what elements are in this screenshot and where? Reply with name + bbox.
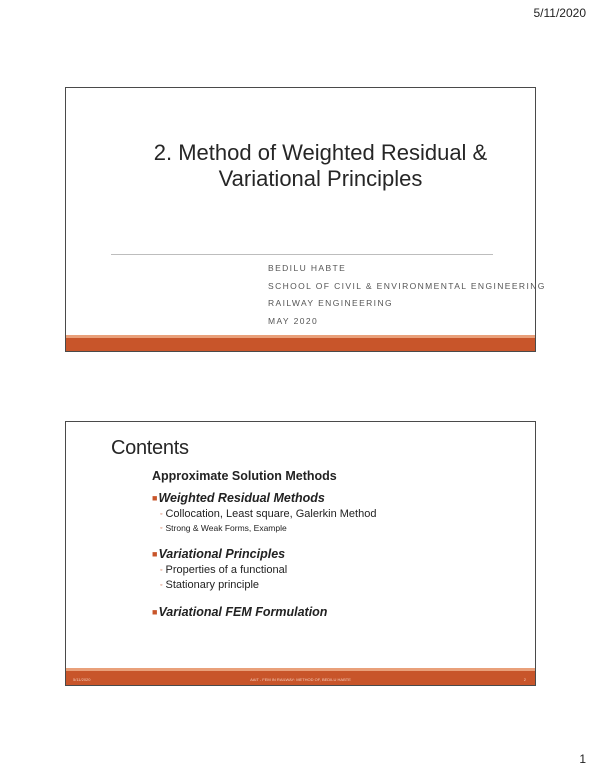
program-name: RAILWAY ENGINEERING	[268, 298, 393, 308]
contents-slide	[65, 421, 536, 686]
list-subitem	[160, 523, 376, 533]
footer-band	[66, 668, 535, 685]
circle-bullet-icon: ◦	[160, 525, 163, 532]
list-item-weighted-residual	[152, 491, 376, 505]
slide-footer-date: 5/11/2020	[73, 677, 91, 682]
page-number: 1	[579, 752, 586, 766]
list-item-label: Variational FEM Formulation	[158, 605, 328, 619]
contents-heading: Approximate Solution Methods	[152, 469, 337, 483]
circle-bullet-icon: ◦	[160, 582, 163, 589]
square-bullet-icon: ■	[152, 493, 158, 503]
slide-title-line2: Variational Principles	[218, 166, 423, 191]
slide-title-line1: 2. Method of Weighted Residual &	[153, 140, 488, 165]
slide-number: 2	[523, 677, 526, 682]
page-date: 5/11/2020	[533, 6, 586, 20]
list-subitem	[160, 579, 376, 591]
list-subitem-label: Collocation, Least square, Galerkin Method	[165, 508, 377, 520]
contents-list	[152, 469, 376, 619]
list-item-label: Weighted Residual Methods	[158, 491, 325, 505]
subtitle-block	[268, 260, 546, 330]
footer-band-highlight	[66, 668, 535, 671]
title-slide	[65, 87, 546, 352]
list-subitem-label: Properties of a functional	[165, 564, 288, 576]
list-subitem	[160, 564, 376, 576]
footer-band	[66, 335, 535, 351]
school-name: SCHOOL OF CIVIL & ENVIRONMENTAL ENGINEERING	[268, 280, 546, 291]
author-name: BEDILU HABTE	[268, 263, 347, 273]
slide-footer-text: AAiT - FEM IN RAILWAY: METHOD OF, BEDILU HABTE	[250, 677, 351, 682]
list-subitem	[160, 508, 376, 520]
list-item-variational-fem	[152, 605, 376, 619]
list-subitem-label: Stationary principle	[165, 579, 260, 591]
slide-title	[126, 140, 515, 192]
circle-bullet-icon: ◦	[160, 511, 163, 518]
list-item-variational-principles	[152, 547, 376, 561]
list-subitem-label: Strong & Weak Forms, Example	[165, 523, 287, 533]
square-bullet-icon: ■	[152, 549, 158, 559]
list-item-label: Variational Principles	[158, 547, 286, 561]
contents-title: Contents	[111, 437, 189, 459]
presentation-date: MAY 2020	[268, 315, 319, 326]
circle-bullet-icon: ◦	[160, 567, 163, 574]
divider-rule	[111, 254, 493, 255]
footer-band-highlight	[66, 335, 535, 338]
square-bullet-icon: ■	[152, 607, 158, 617]
